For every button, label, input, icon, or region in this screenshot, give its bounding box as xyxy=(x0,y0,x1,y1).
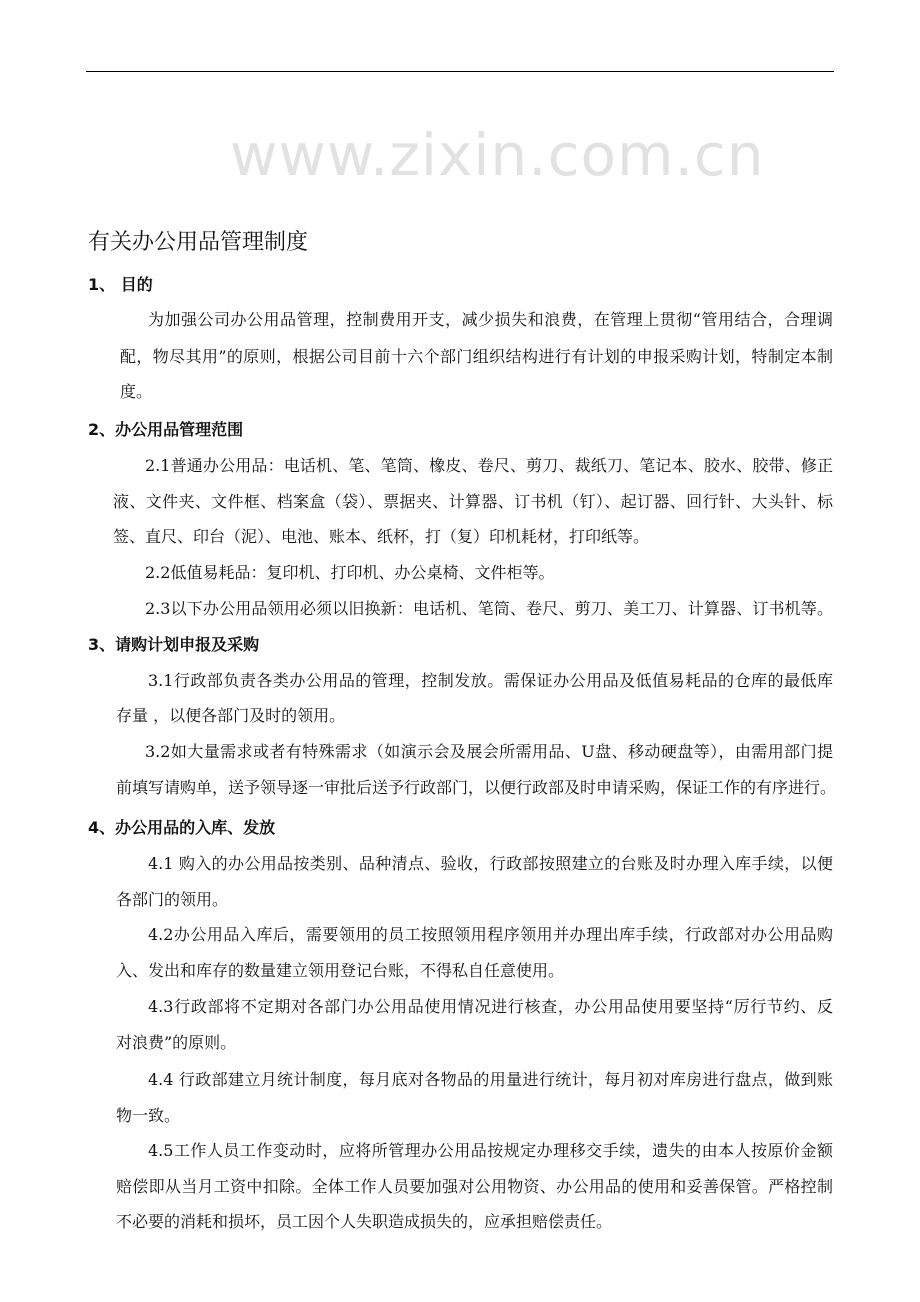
paragraph-line: 入、发出和库存的数量建立领用登记台账，不得私自任意使用。 xyxy=(116,961,565,980)
header-rule xyxy=(86,71,834,72)
paragraph-line: 度。 xyxy=(120,382,153,401)
watermark: www.zixin.com.cn xyxy=(230,121,765,189)
paragraph-line: 存量 ，以便各部门及时的领用。 xyxy=(116,706,346,725)
paragraph-line: 配，物尽其用”的原则，根据公司目前十六个部门组织结构进行有计划的申报采购计划，特制定本制 xyxy=(120,347,833,366)
paragraph-line: 4.1 购入的办公用品按类别、品种清点、验收，行政部按照建立的台账及时办理入库手续，以便 xyxy=(148,854,833,873)
paragraph-line: 4.2办公用品入库后，需要领用的员工按照领用程序领用并办理出库手续，行政部对办公用品购 xyxy=(148,925,833,944)
paragraph-line: 4.4 行政部建立月统计制度，每月底对各物品的用量进行统计，每月初对库房进行盘点，做到账 xyxy=(148,1070,833,1089)
paragraph-line: 4.5工作人员工作变动时，应将所管理办公用品按规定办理移交手续，遗失的由本人按原价金额 xyxy=(148,1141,833,1160)
section-heading: 3、请购计划申报及采购 xyxy=(88,635,260,654)
section-heading: 4、办公用品的入库、发放 xyxy=(88,818,276,837)
paragraph-line: 不必要的消耗和损坏，员工因个人失职造成损失的，应承担赔偿责任。 xyxy=(116,1212,613,1231)
paragraph-line: 赔偿即从当月工资中扣除。全体工作人员要加强对公用物资、办公用品的使用和妥善保管。严格控制 xyxy=(116,1177,833,1196)
section-heading: 1、 目的 xyxy=(88,275,153,294)
paragraph-line: 3.1行政部负责各类办公用品的管理，控制发放。需保证办公用品及低值易耗品的仓库的最低库 xyxy=(148,671,833,690)
paragraph-line: 前填写请购单，送予领导逐一审批后送予行政部门，以便行政部及时申请采购，保证工作的有序进行。 xyxy=(116,778,837,797)
section-heading: 2、办公用品管理范围 xyxy=(88,420,244,439)
paragraph-line: 签、直尺、印台（泥）、电池、账本、纸杯，打（复）印机耗材，打印纸等。 xyxy=(113,527,650,546)
paragraph-line: 对浪费”的原则。 xyxy=(116,1033,237,1052)
paragraph-line: 液、文件夹、文件框、档案盒（袋）、票据夹、计算器、订书机（钉）、起订器、回行针、大头针、标 xyxy=(113,492,833,511)
paragraph-line: 2.1普通办公用品：电话机、笔、笔筒、橡皮、卷尺、剪刀、裁纸刀、笔记本、胶水、胶带、修正 xyxy=(145,456,833,475)
paragraph-line: 4.3行政部将不定期对各部门办公用品使用情况进行核查，办公用品使用要坚持“厉行节约、反 xyxy=(148,997,833,1016)
paragraph-line: 2.2低值易耗品：复印机、打印机、办公桌椅、文件柜等。 xyxy=(145,563,555,582)
document-title: 有关办公用品管理制度 xyxy=(88,230,309,255)
paragraph-line: 为加强公司办公用品管理，控制费用开支，减少损失和浪费，在管理上贯彻“管用结合，合理调 xyxy=(148,310,833,329)
paragraph-line: 各部门的领用。 xyxy=(116,890,229,909)
paragraph-line: 物一致。 xyxy=(116,1106,181,1125)
paragraph-line: 3.2如大量需求或者有特殊需求（如演示会及展会所需用品、U盘、移动硬盘等），由需用部门提 xyxy=(145,742,833,761)
paragraph-line: 2.3以下办公用品领用必须以旧换新：电话机、笔筒、卷尺、剪刀、美工刀、计算器、订书机等。 xyxy=(145,599,833,618)
